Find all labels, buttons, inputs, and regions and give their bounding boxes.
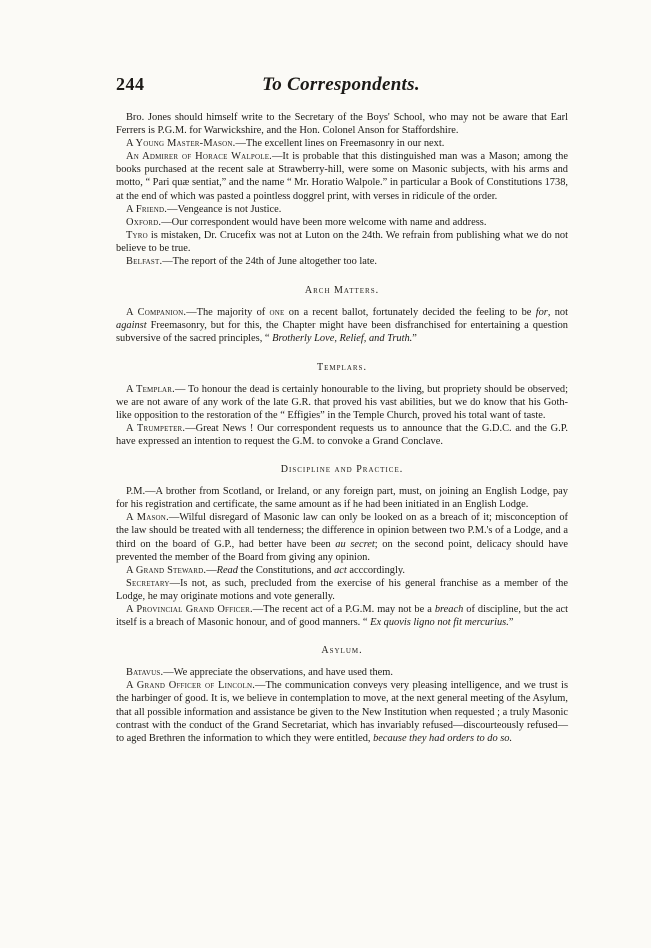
correspondent-name: A Friend.: [126, 203, 168, 215]
paragraph-text: is mistaken, Dr. Crucefix was not at Luton on the 24th. We refrain from publishing what we do not believe to be true.: [116, 229, 568, 254]
paragraph-text: —The report of the 24th of June altogether too late.: [162, 256, 377, 268]
correspondent-name: A Provincial Grand Officer.: [126, 604, 253, 615]
paragraph-trumpeter: [116, 422, 568, 448]
section-heading-arch-matters: Arch Matters.: [304, 285, 380, 297]
paragraph-text: on a recent ballot, fortunately decided the feeling to be: [284, 307, 536, 319]
motto-quote: Brotherly Love, Relief, and Truth.: [272, 333, 413, 345]
paragraph-friend: [116, 203, 568, 216]
paragraph-templar: [116, 383, 568, 422]
paragraph-text: —Is not, as such, precluded from the exercise of his general franchise as a member of the Lodge, he may originate motions and vote generally.: [116, 577, 568, 602]
paragraph-text: —It is probable that this distinguished man was a Mason; among the books purchased at the recent sale at Strawberry-hill, were some on Masonic subjects, with his arms and motto, “ Pari quæ sentiat,” and the name “ Mr. Horatio Walpole.” in particular a Book of Constitutions 1738, at the end of which was pasted a pointless doggrel print, with verses in ridicule of the order.: [116, 151, 568, 202]
emphasis-small-caps: one: [269, 307, 285, 319]
paragraph-text: —The recent act of a P.G.M. may not be a: [252, 604, 435, 615]
correspondent-name: Oxford.: [126, 216, 162, 228]
paragraph-text: —The excellent lines on Freemasonry in our next.: [235, 138, 445, 150]
emphasis-italic: breach: [434, 604, 464, 615]
page-number: 244: [116, 74, 145, 94]
correspondent-name: A Grand Steward.: [126, 564, 207, 576]
paragraph-grand-steward: [116, 564, 568, 577]
emphasis-italic: against: [116, 320, 147, 332]
paragraph-text: Bro. Jones should himself write to the Secretary of the Boys' School, who may not be aware that Earl Ferrers is P.G.M. for Warwickshire, and the Hon. Colonel Anson for Staffordshire.: [116, 112, 568, 137]
correspondent-name: Tyro: [126, 229, 148, 241]
page-header: [116, 74, 566, 102]
correspondent-name: A Trumpeter.: [126, 422, 186, 434]
paragraph-text: —Vengeance is not Justice.: [167, 203, 282, 215]
paragraph-text: , not: [547, 307, 568, 319]
paragraph-text: —Our correspondent would have been more welcome with name and address.: [161, 216, 487, 228]
paragraph-companion: [116, 306, 568, 345]
paragraph-admirer-walpole: [116, 150, 568, 202]
paragraph-text: ”: [508, 617, 514, 629]
paragraph-text: the Constitutions, and: [237, 564, 335, 576]
paragraph-text: —We appreciate the observations, and have used them.: [163, 667, 393, 679]
correspondent-name: A Grand Officer of Lincoln.: [126, 680, 256, 692]
correspondence-column: [116, 111, 568, 745]
correspondent-name: A Templar.: [126, 383, 175, 395]
paragraph-text: —Great News ! Our correspondent requests us to announce that the G.D.C. and the G.P. have expressed an intention to request the G.M. to convoke a Grand Conclave.: [116, 422, 568, 447]
paragraph-batavus: [116, 666, 568, 679]
paragraph-belfast: [116, 255, 568, 268]
paragraph-text: acccordingly.: [346, 564, 405, 576]
section-heading-discipline-practice: Discipline and Practice.: [280, 464, 404, 476]
paragraph-text: —The majority of: [186, 307, 270, 319]
section-heading-templars: Templars.: [317, 361, 367, 373]
paragraph-text: of discipline, but the act itself is a breach of Masonic honour, and of good manners. “: [116, 604, 569, 629]
correspondent-name: A Young Master-Mason.: [126, 138, 236, 150]
paragraph-grand-officer-lincoln: [116, 679, 568, 744]
paragraph-text: — To honour the dead is certainly honourable to the living, but propriety should be observed; we are not aware of any work of the late G.R. that proved his vast abilities, but we do know that his Goth-like opposition to the restoration of the “ Effigies” in the Temple Church, proved his total want of taste.: [116, 383, 568, 421]
emphasis-italic: for: [535, 307, 548, 319]
correspondent-name: A Mason.: [126, 512, 169, 524]
emphasis-italic: Read: [216, 564, 238, 576]
paragraph-text: —A brother from Scotland, or Ireland, or any foreign part, must, on joining an English Lodge, pay for his registration and certificate, the same amount as if he had been initiated in an English Lodge.: [116, 486, 568, 511]
paragraph-text: Freemasonry, but for this, the Chapter might have been disfranchised for entertaining a question subversive of the sacred principles, “: [116, 320, 568, 345]
emphasis-italic: act: [334, 564, 347, 576]
paragraph-mason: [116, 511, 568, 563]
paragraph-pm: [116, 485, 568, 511]
correspondent-name: A Companion.: [126, 307, 187, 319]
paragraph-text: ”: [412, 333, 417, 345]
paragraph-text: —Wilful disregard of Masonic law can only be looked on as a breach of it; misconception of the law should be treated with all tenderness; the difference in opinion between two P.M.'s of a Lodge, and a third on the board of G.P., had better have been: [116, 512, 569, 550]
latin-quote: Ex quovis ligno not fit mercurius.: [370, 617, 509, 629]
paragraph-oxford: [116, 216, 568, 229]
correspondent-name: Belfast.: [126, 256, 163, 268]
paragraph-young-master-mason: [116, 137, 568, 150]
paragraph-text: ; on the second point, delicacy should have prevented the member of the Board from giving any opinion.: [116, 538, 569, 563]
correspondent-name: An Admirer of Horace Walpole.: [126, 151, 272, 163]
correspondent-name: Batavus.: [126, 667, 164, 679]
paragraph-secretary: [116, 577, 568, 603]
paragraph-jones: [116, 111, 568, 137]
emphasis-italic: because they had orders to do so.: [373, 732, 513, 744]
paragraph-text: —: [206, 564, 217, 576]
paragraph-text: —The communication conveys very pleasing intelligence, and we trust is the harbinger of good. It is, we believe in contemplation to move, at the next general meeting of the Asylum, that all possible information and assistance be given to the New Institution when requested ; a truly Masonic contrast with the conduct of the Grand Secretariat, which has invariably refused—discourteously refused—to aged Brethren the information to which they were entitled,: [116, 680, 568, 744]
section-heading-asylum: Asylum.: [321, 645, 363, 657]
correspondent-name: P.M.: [126, 486, 146, 498]
paragraph-tyro: [116, 229, 568, 255]
correspondent-name: Secretary: [126, 577, 170, 589]
running-title: To Correspondents.: [262, 74, 420, 95]
paragraph-provincial-grand-officer: [116, 603, 568, 629]
emphasis-italic: au secret: [335, 538, 375, 550]
